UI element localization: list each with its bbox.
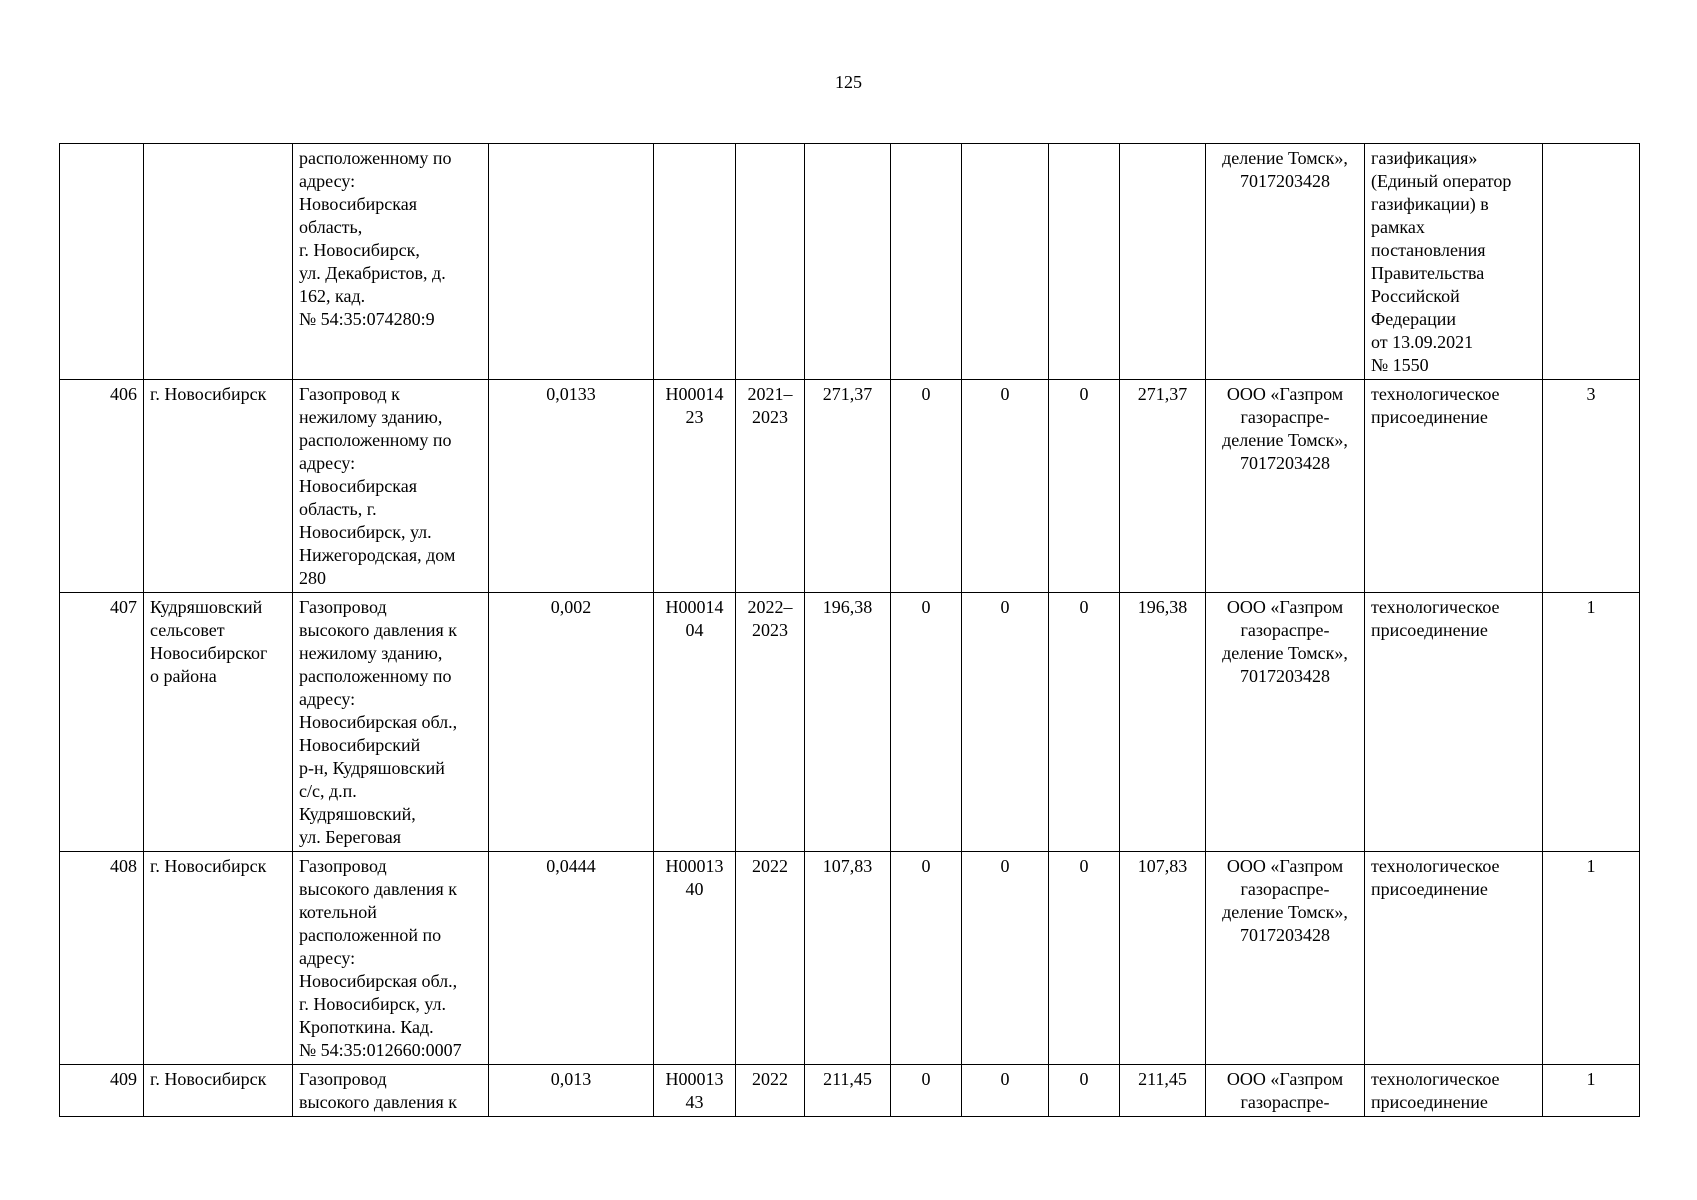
cell-line: газораспре- xyxy=(1240,620,1330,640)
cell-line: присоединение xyxy=(1371,879,1488,899)
cell-line: 7017203428 xyxy=(1240,453,1330,473)
cell-line: г. Новосибирск xyxy=(150,856,267,876)
cell-line: 7017203428 xyxy=(1240,171,1330,191)
cell-number xyxy=(60,144,144,380)
cell-years xyxy=(736,1065,805,1117)
cell-years xyxy=(736,593,805,852)
cell-length: 0,002 xyxy=(489,593,654,852)
cell-funding-2: 0 xyxy=(962,380,1049,593)
cell-line: 2021– xyxy=(747,384,793,404)
cell-length: 0,0444 xyxy=(489,852,654,1065)
cell-count xyxy=(1543,144,1640,380)
cell-line: технологическое xyxy=(1371,384,1500,404)
cell-line: Н00013 xyxy=(665,1069,724,1089)
cell-line: 40 xyxy=(685,879,704,899)
cell-line: р-н, Кудряшовский xyxy=(299,758,445,778)
cell-line: высокого давления к xyxy=(299,1092,458,1112)
cell-funding-1: 0 xyxy=(891,380,962,593)
cell-funding-1: 0 xyxy=(891,1065,962,1117)
cell-line: 162, кад. xyxy=(299,286,366,306)
cell-line: Федерации xyxy=(1371,309,1457,329)
cell-count: 1 xyxy=(1543,593,1640,852)
cell-line: Газопровод xyxy=(299,597,387,617)
register-table xyxy=(59,143,1640,1117)
table-body xyxy=(60,144,1640,1117)
cell-line: расположенному по xyxy=(299,148,452,168)
table-row xyxy=(60,852,1640,1065)
cell-line: присоединение xyxy=(1371,1092,1488,1112)
cell-organization xyxy=(1206,593,1365,852)
cell-number: 407 xyxy=(60,593,144,852)
cell-line: 2022 xyxy=(752,856,788,876)
cell-object-description xyxy=(293,380,489,593)
cell-line: Новосибирског xyxy=(150,643,268,663)
cell-funding-3: 0 xyxy=(1049,852,1120,1065)
cell-funding-2 xyxy=(962,144,1049,380)
cell-line: расположенному по xyxy=(299,430,452,450)
cell-line: № 1550 xyxy=(1371,355,1429,375)
cell-line: деление Томск», xyxy=(1222,148,1348,168)
cell-line: газораспре- xyxy=(1240,407,1330,427)
cell-line: с/с, д.п. xyxy=(299,781,357,801)
cell-line: Российской xyxy=(1371,286,1460,306)
cell-basis xyxy=(1365,852,1543,1065)
cell-line: высокого давления к xyxy=(299,620,458,640)
cell-total-cost: 107,83 xyxy=(805,852,891,1065)
cell-line: адресу: xyxy=(299,453,356,473)
cell-line: ООО «Газпром xyxy=(1226,384,1344,404)
cell-line: деление Томск», xyxy=(1222,643,1348,663)
cell-line: 43 xyxy=(685,1092,704,1112)
cell-basis xyxy=(1365,1065,1543,1117)
cell-line: Нижегородская, дом xyxy=(299,545,456,565)
cell-code xyxy=(654,852,736,1065)
cell-line: 2023 xyxy=(752,407,788,427)
cell-line: Кудряшовский, xyxy=(299,804,416,824)
cell-funding-3: 0 xyxy=(1049,380,1120,593)
cell-length: 0,013 xyxy=(489,1065,654,1117)
cell-line: постановления xyxy=(1371,240,1486,260)
cell-line: г. Новосибирск xyxy=(150,1069,267,1089)
cell-line: рамках xyxy=(1371,217,1425,237)
cell-line: 2022 xyxy=(752,1069,788,1089)
cell-line: 2023 xyxy=(752,620,788,640)
cell-line: от 13.09.2021 xyxy=(1371,332,1474,352)
cell-line: расположенному по xyxy=(299,666,452,686)
cell-funding-2: 0 xyxy=(962,1065,1049,1117)
cell-line: адресу: xyxy=(299,948,356,968)
cell-code xyxy=(654,380,736,593)
cell-object-description xyxy=(293,1065,489,1117)
cell-line: нежилому зданию, xyxy=(299,407,443,427)
cell-line: г. Новосибирск, ул. xyxy=(299,994,447,1014)
cell-line: г. Новосибирск xyxy=(150,384,267,404)
table-row xyxy=(60,380,1640,593)
cell-line: Правительства xyxy=(1371,263,1485,283)
cell-municipality xyxy=(144,593,293,852)
cell-line: ООО «Газпром xyxy=(1226,1069,1344,1089)
table-row xyxy=(60,593,1640,852)
cell-years xyxy=(736,144,805,380)
cell-line: Новосибирская xyxy=(299,476,417,496)
cell-line: ул. Береговая xyxy=(299,827,401,847)
cell-line: (Единый оператор xyxy=(1371,171,1512,191)
cell-line: присоединение xyxy=(1371,407,1488,427)
cell-code xyxy=(654,144,736,380)
table-row xyxy=(60,1065,1640,1117)
cell-organization xyxy=(1206,1065,1365,1117)
cell-object-description xyxy=(293,144,489,380)
cell-funding-1: 0 xyxy=(891,593,962,852)
cell-funding-3: 0 xyxy=(1049,593,1120,852)
cell-object-description xyxy=(293,593,489,852)
cell-line: Газопровод к xyxy=(299,384,400,404)
cell-years xyxy=(736,380,805,593)
cell-line: расположенной по xyxy=(299,925,442,945)
cell-municipality xyxy=(144,1065,293,1117)
cell-object-description xyxy=(293,852,489,1065)
cell-line: Н00014 xyxy=(665,597,724,617)
cell-total-cost: 196,38 xyxy=(805,593,891,852)
cell-line: присоединение xyxy=(1371,620,1488,640)
cell-line: высокого давления к xyxy=(299,879,458,899)
cell-line: котельной xyxy=(299,902,377,922)
cell-municipality xyxy=(144,380,293,593)
cell-line: ООО «Газпром xyxy=(1226,856,1344,876)
cell-line: адресу: xyxy=(299,171,356,191)
cell-line: 7017203428 xyxy=(1240,925,1330,945)
cell-funding-1: 0 xyxy=(891,852,962,1065)
cell-line: Н00014 xyxy=(665,384,724,404)
cell-line: газификация» xyxy=(1371,148,1478,168)
cell-count: 1 xyxy=(1543,852,1640,1065)
cell-line: технологическое xyxy=(1371,856,1500,876)
cell-line: ул. Декабристов, д. xyxy=(299,263,446,283)
cell-funding-4: 107,83 xyxy=(1120,852,1206,1065)
cell-funding-2: 0 xyxy=(962,852,1049,1065)
cell-line: технологическое xyxy=(1371,597,1500,617)
cell-years xyxy=(736,852,805,1065)
cell-length xyxy=(489,144,654,380)
page-number: 125 xyxy=(835,72,862,92)
cell-line: адресу: xyxy=(299,689,356,709)
cell-line: газораспре- xyxy=(1240,1092,1330,1112)
cell-funding-4: 211,45 xyxy=(1120,1065,1206,1117)
cell-line: 2022– xyxy=(747,597,793,617)
cell-line: № 54:35:012660:0007 xyxy=(299,1040,462,1060)
cell-line: деление Томск», xyxy=(1222,902,1348,922)
cell-line: Газопровод xyxy=(299,856,387,876)
cell-basis xyxy=(1365,144,1543,380)
cell-funding-3 xyxy=(1049,144,1120,380)
cell-line: сельсовет xyxy=(150,620,225,640)
cell-line: о района xyxy=(150,666,217,686)
cell-line: деление Томск», xyxy=(1222,430,1348,450)
cell-line: Новосибирский xyxy=(299,735,421,755)
cell-line: Новосибирск, ул. xyxy=(299,522,432,542)
cell-line: область, xyxy=(299,217,363,237)
cell-line: Н00013 xyxy=(665,856,724,876)
table-row xyxy=(60,144,1640,380)
cell-line: газораспре- xyxy=(1240,879,1330,899)
cell-line: область, г. xyxy=(299,499,377,519)
cell-line: Кропоткина. Кад. xyxy=(299,1017,434,1037)
cell-count: 3 xyxy=(1543,380,1640,593)
cell-total-cost: 211,45 xyxy=(805,1065,891,1117)
cell-line: Кудряшовский xyxy=(150,597,263,617)
cell-funding-4: 271,37 xyxy=(1120,380,1206,593)
cell-line: № 54:35:074280:9 xyxy=(299,309,435,329)
cell-funding-2: 0 xyxy=(962,593,1049,852)
cell-length: 0,0133 xyxy=(489,380,654,593)
cell-line: Новосибирская обл., xyxy=(299,971,458,991)
cell-count: 1 xyxy=(1543,1065,1640,1117)
cell-organization xyxy=(1206,852,1365,1065)
cell-line: г. Новосибирск, xyxy=(299,240,420,260)
cell-number: 406 xyxy=(60,380,144,593)
cell-line: 7017203428 xyxy=(1240,666,1330,686)
cell-total-cost xyxy=(805,144,891,380)
cell-funding-4: 196,38 xyxy=(1120,593,1206,852)
cell-code xyxy=(654,593,736,852)
cell-code xyxy=(654,1065,736,1117)
cell-line: Газопровод xyxy=(299,1069,387,1089)
cell-municipality xyxy=(144,852,293,1065)
cell-line: Новосибирская обл., xyxy=(299,712,458,732)
cell-line: ООО «Газпром xyxy=(1226,597,1344,617)
cell-total-cost: 271,37 xyxy=(805,380,891,593)
cell-funding-4 xyxy=(1120,144,1206,380)
cell-municipality xyxy=(144,144,293,380)
cell-line: технологическое xyxy=(1371,1069,1500,1089)
cell-line: газификации) в xyxy=(1371,194,1489,214)
cell-organization xyxy=(1206,144,1365,380)
cell-funding-3: 0 xyxy=(1049,1065,1120,1117)
cell-funding-1 xyxy=(891,144,962,380)
cell-basis xyxy=(1365,593,1543,852)
cell-number: 409 xyxy=(60,1065,144,1117)
cell-line: Новосибирская xyxy=(299,194,417,214)
cell-organization xyxy=(1206,380,1365,593)
cell-line: 280 xyxy=(299,568,326,588)
cell-basis xyxy=(1365,380,1543,593)
cell-line: 04 xyxy=(685,620,704,640)
cell-line: нежилому зданию, xyxy=(299,643,443,663)
cell-number: 408 xyxy=(60,852,144,1065)
cell-line: 23 xyxy=(685,407,704,427)
